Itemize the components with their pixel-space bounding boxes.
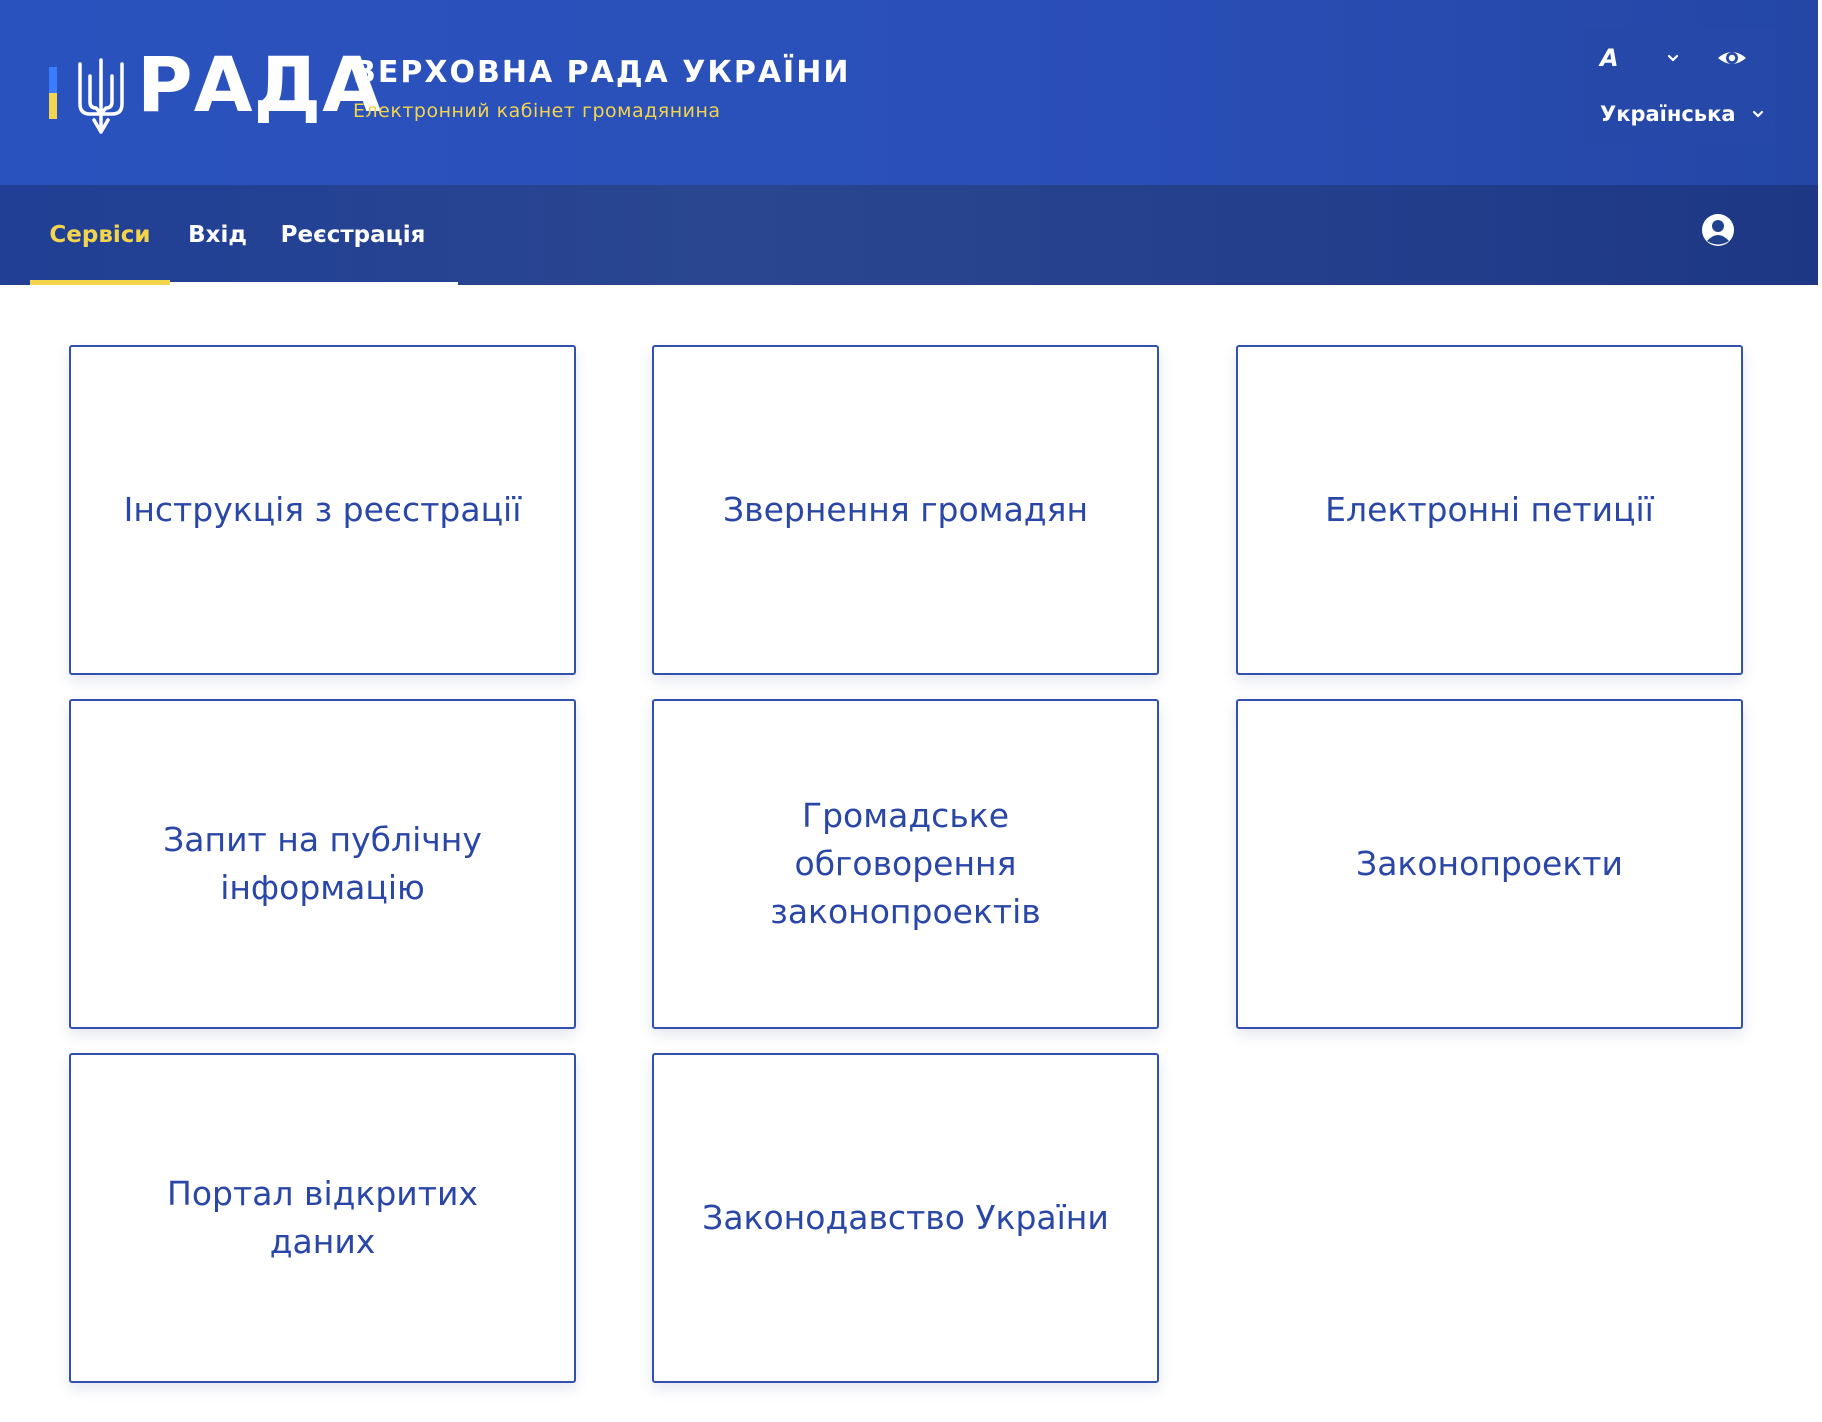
site-header (0, 0, 1818, 185)
services-grid (0, 285, 1818, 1422)
main-nav (0, 185, 1818, 285)
eye-icon[interactable] (1715, 42, 1749, 74)
font-size-glyph: A (1600, 44, 1619, 72)
service-card-label: Громадське обговорення законопроектів (770, 796, 1041, 931)
service-card-label: Інструкція з реєстрації (123, 490, 522, 529)
font-size-dropdown[interactable] (1600, 40, 1680, 76)
service-card-label: Законодавство України (702, 1198, 1109, 1237)
service-card[interactable] (69, 1053, 576, 1383)
service-card[interactable] (1236, 699, 1743, 1029)
service-card[interactable] (652, 345, 1159, 675)
service-card[interactable] (69, 699, 576, 1029)
nav-item-registration[interactable]: Реєстрація (280, 222, 426, 248)
accessibility-panel (1585, 28, 1775, 143)
service-card[interactable] (652, 699, 1159, 1029)
nav-item-login[interactable]: Вхід (188, 222, 247, 248)
service-card[interactable] (652, 1053, 1159, 1383)
site-subtitle: Електронний кабінет громадянина (353, 100, 721, 122)
service-card[interactable] (1236, 345, 1743, 675)
service-card-label: Електронні петиції (1325, 490, 1654, 529)
service-card-label: Портал відкритих даних (167, 1174, 478, 1261)
logo-wordmark[interactable]: РАДА (137, 40, 383, 129)
service-card-label: Законопроекти (1356, 844, 1623, 883)
nav-item-services[interactable]: Сервіси (30, 185, 170, 285)
chevron-down-icon (1666, 51, 1680, 65)
trident-icon (76, 58, 126, 136)
user-circle-icon[interactable] (1700, 212, 1736, 248)
site-title: ВЕРХОВНА РАДА УКРАЇНИ (353, 55, 851, 90)
service-card[interactable] (69, 345, 576, 675)
language-dropdown[interactable] (1600, 96, 1765, 132)
service-card-label: Звернення громадян (722, 490, 1089, 529)
ukraine-flag-stripe (49, 67, 57, 119)
language-value: Українська (1600, 102, 1736, 126)
chevron-down-icon (1751, 107, 1765, 121)
service-card-label: Запит на публічну інформацію (163, 820, 482, 907)
